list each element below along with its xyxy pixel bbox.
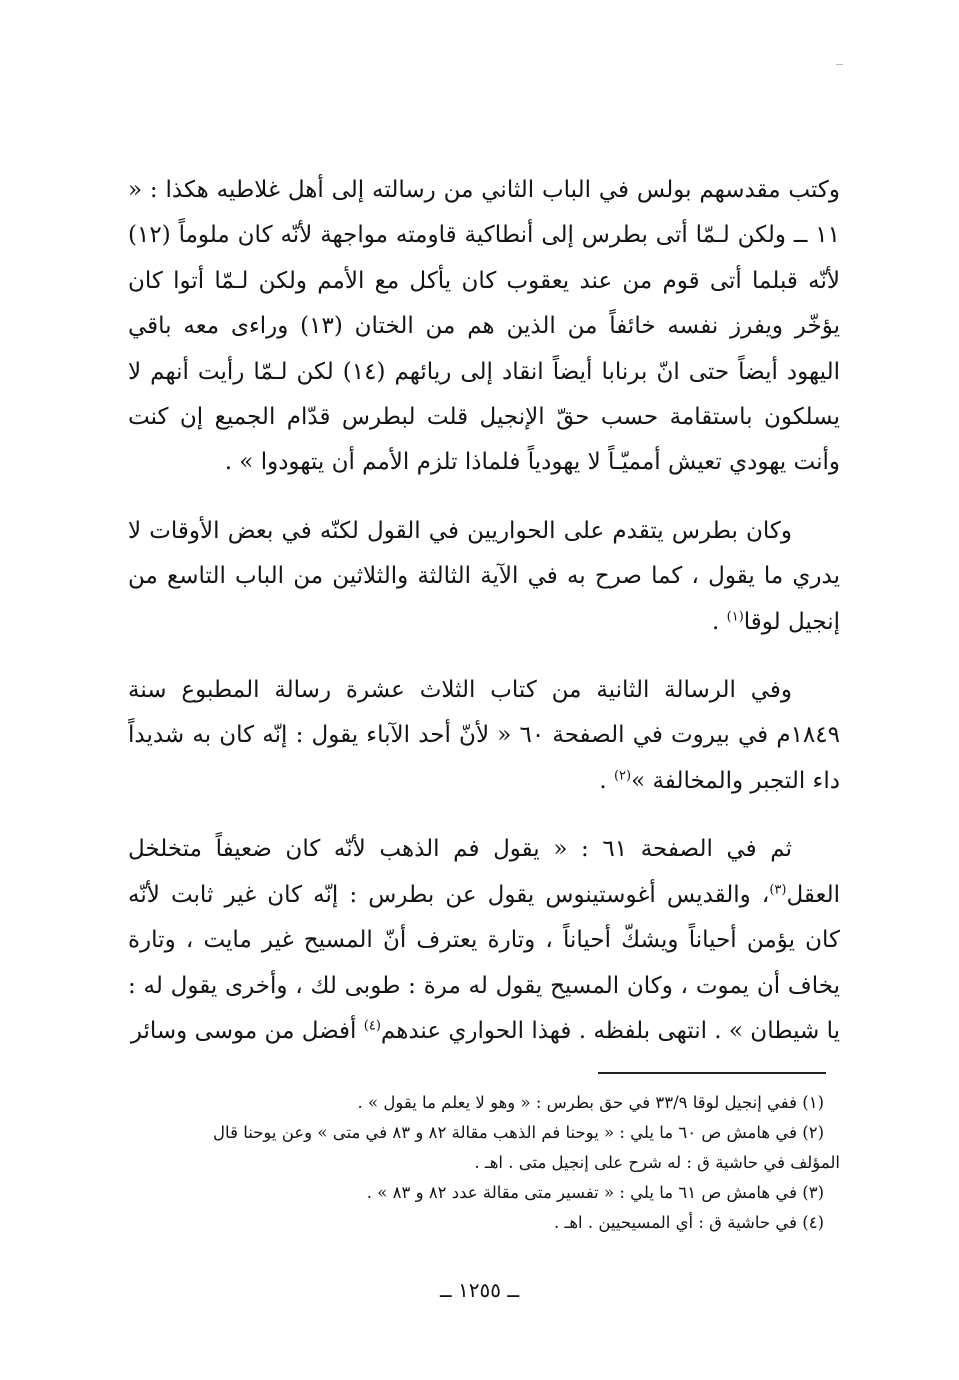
footnote-3: (٣) في هامش ص ٦١ ما يلي : « تفسير متى مقالة عدد ٨٢ و ٨٣ » . [366, 1183, 824, 1202]
footnote-ref-1: (١) [726, 609, 744, 624]
paragraph-1 [128, 168, 840, 486]
footnote-1: (١) ففي إنجيل لوقا ٣٣/٩ في حق بطرس : « وهو لا يعلم ما يقول » . [357, 1093, 824, 1112]
paragraph-3-tail: . [599, 767, 614, 794]
scan-speck [836, 64, 843, 65]
paragraph-2-text: وكان بطرس يتقدم على الحواريين في القول لكنّه في بعض الأوقات لا يدري ما يقول ، كما صرح به في الآية الثالثة والثلاثين من الباب التاسع من إنجيل لوقا [128, 517, 840, 635]
paragraph-4-text-2: ، والقديس أغوستينوس يقول عن بطرس : إنّه كان غير ثابت لأنّه كان يؤمن أحياناً ويشكّ أحياناً ، وتارة يعترف أنّ المسيح غير مايت ، وتارة يخاف أن يموت ، وكان المسيح يقول له مرة : طوبى لك ، وأخرى يقول له : يا شيطان » . انتهى بلفظه . فهذا الحواري عندهم [128, 881, 840, 1044]
page-number: ــ ١٢٥٥ ــ [439, 1278, 520, 1302]
paragraph-1-text: وكتب مقدسهم بولس في الباب الثاني من رسالته إلى أهل غلاطيه هكذا : « ١١ ــ ولكن لـمّا أتى بطرس إلى أنطاكية قاومته مواجهة لأنّه كان ملوماً (١٢) لأنّه قبلما أتى قوم من عند يعقوب كان يأكل مع الأمم ولكن لـمّا أتوا كان يؤخّر ويفرز نفسه خائفاً من الذين هم من الختان (١٣) وراءى معه باقي اليهود أيضاً حتى انّ برنابا أيضاً انقاد إلى ريائهم (١٤) لكن لـمّا رأيت أنهم لا يسلكون باستقامة حسب حقّ الإنجيل قلت لبطرس قدّام الجميع إن كنت وأنت يهودي تعيش أمميّـاً لا يهودياً فلماذا تلزم الأمم أن يتهودوا » . [128, 177, 840, 476]
footnote-ref-2: (٢) [613, 768, 632, 784]
footnote-2: (٢) في هامش ص ٦٠ ما يلي : « يوحنا فم الذهب مقالة ٨٢ و ٨٣ في متى » وعن يوحنا قال [213, 1123, 824, 1142]
paragraph-3-text: وفي الرسالة الثانية من كتاب الثلاث عشرة رسالة المطبوع سنة ١٨٤٩م في بيروت في الصفحة ٦٠ « لأنّ أحد الآباء يقول : إنّه كان به شديداً داء التجبر والمخالفة » [128, 677, 840, 794]
footnotes [128, 1088, 840, 1238]
footnote-4: (٤) في حاشية ق : أي المسيحيين . اهـ . [554, 1213, 824, 1232]
footnote-separator [598, 1072, 826, 1074]
paragraph-2 [128, 509, 840, 645]
footnote-2-continued: المؤلف في حاشية ق : له شرح على إنجيل متى . اهـ . [474, 1153, 840, 1172]
paragraph-4 [128, 827, 840, 1054]
paragraph-4-tail: أفضل من موسى وسائر [130, 1017, 364, 1044]
footnote-ref-3: (٣) [769, 882, 787, 898]
main-text [128, 168, 840, 1054]
paragraph-4-text: ثم في الصفحة ٦١ : « يقول فم الذهب لأنّه كان ضعيفاً متخلخل العقل [128, 836, 840, 908]
paragraph-3 [128, 668, 840, 804]
footnote-ref-4: (٤) [363, 1018, 381, 1034]
paragraph-2-tail: . [712, 608, 727, 635]
